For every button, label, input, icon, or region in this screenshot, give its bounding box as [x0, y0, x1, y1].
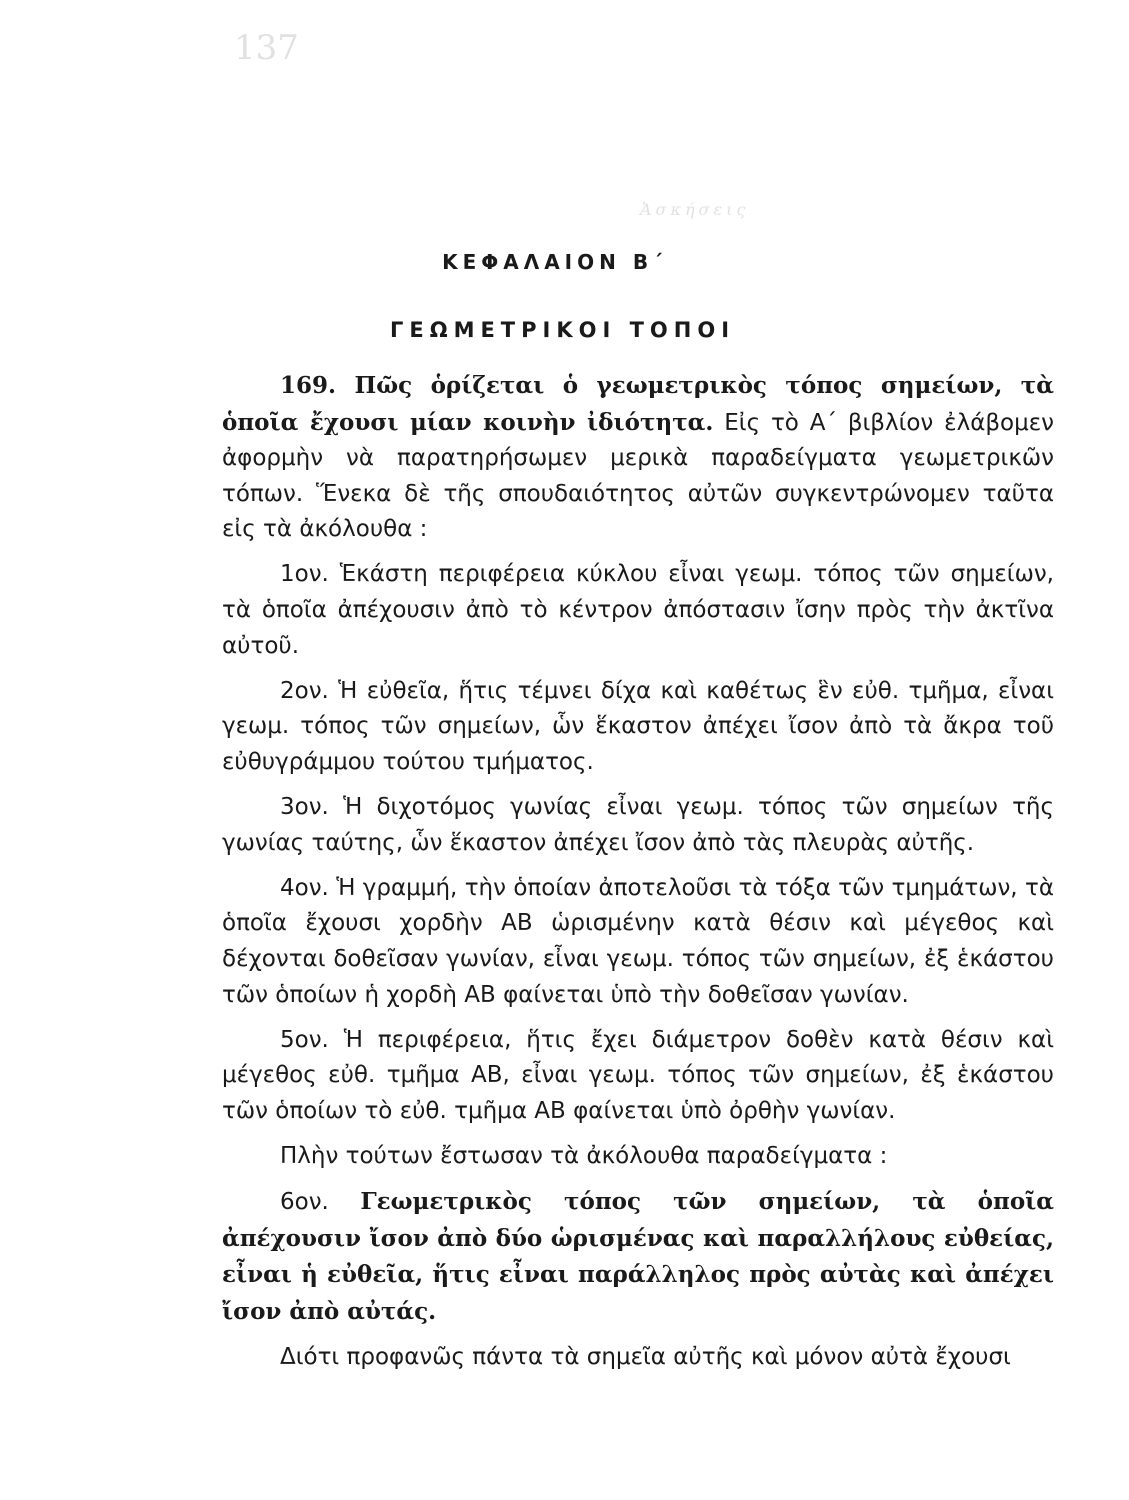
- list-item-5: 5ον. Ἡ περιφέρεια, ἥτις ἔχει διάμετρον δοθὲν κατὰ θέσιν καὶ μέγεθος εὐθ. τμῆμα ΑΒ, εἶναι γεωμ. τόπος τῶν σημείων, ἐξ ἑκάστου τῶν ὁποίων τὸ εὐθ. τμῆμα ΑΒ φαίνεται ὑπὸ ὀρθὴν γωνίαν.: [222, 1026, 1054, 1124]
- list-item-2: 2ον. Ἡ εὐθεῖα, ἥτις τέμνει δίχα καὶ καθέτως ἓν εὐθ. τμῆμα, εἶναι γεωμ. τόπος τῶν σημείων, ὧν ἕκαστον ἀπέχει ἴσον ἀπὸ τὰ ἄκρα τοῦ εὐθυγράμμου τούτου τμήματος.: [222, 677, 1054, 775]
- chapter-title: ΓΕΩΜΕΤΡΙΚΟΙ ΤΟΠΟΙ: [389, 318, 736, 342]
- chapter-heading: ΚΕΦΑΛΑΙΟΝ Β΄: [442, 250, 667, 274]
- closing-sentence: Διότι προφανῶς πάντα τὰ σημεῖα αὐτῆς καὶ μόνον αὐτὰ ἔχουσι: [280, 1343, 1011, 1370]
- ghost-heading: Ἀσκήσεις: [640, 200, 750, 219]
- list-item-6: [222, 1184, 1054, 1330]
- section-heading: 169. Πῶς ὁρίζεται ὁ γεωμετρικὸς τόπος σημείων, τὰ ὁποῖα ἔχουσι μίαν κοινὴν ἰδιότητα.: [222, 372, 1054, 436]
- section-169-paragraph: [222, 368, 1054, 548]
- list-item-4: 4ον. Ἡ γραμμή, τὴν ὁποίαν ἀποτελοῦσι τὰ τόξα τῶν τμημάτων, τὰ ὁποῖα ἔχουσι χορδὴν ΑΒ ὡρισμένην κατὰ θέσιν καὶ μέγεθος καὶ δέχονται δοθεῖσαν γωνίαν, εἶναι γεωμ. τόπος τῶν σημείων, ἐξ ἑκάστου τῶν ὁποίων ἡ χορδὴ ΑΒ φαίνεται ὑπὸ τὴν δοθεῖσαν γωνίαν.: [222, 874, 1054, 1008]
- item-6-number: 6ον.: [280, 1188, 329, 1215]
- ghost-page-number: 137: [234, 28, 299, 68]
- list-item-3: 3ον. Ἡ διχοτόμος γωνίας εἶναι γεωμ. τόπος τῶν σημείων τῆς γωνίας ταύτης, ὧν ἕκαστον ἀπέχει ἴσον ἀπὸ τὰς πλευρὰς αὐτῆς.: [222, 794, 1054, 856]
- transition-sentence: Πλὴν τούτων ἔστωσαν τὰ ἀκόλουθα παραδείγματα :: [280, 1142, 888, 1169]
- list-item-1: 1ον. Ἑκάστη περιφέρεια κύκλου εἶναι γεωμ. τόπος τῶν σημείων, τὰ ὁποῖα ἀπέχουσιν ἀπὸ τὸ κέντρον ἀπόστασιν ἴσην πρὸς τὴν ἀκτῖνα αὐτοῦ.: [222, 561, 1054, 659]
- section-intro: Εἰς τὸ Α΄ βιβλίον ἐλάβομεν ἀφορμὴν νὰ παρατηρήσωμεν μερικὰ παραδείγματα γεωμετρικῶν τόπων. Ἕνεκα δὲ τῆς σπουδαιότητος αὐτῶν συγκεντρώνομεν ταῦτα εἰς τὰ ἀκόλουθα :: [222, 409, 1055, 543]
- item-6-text: Γεωμετρικὸς τόπος τῶν σημείων, τὰ ὁποῖα ἀπέχουσιν ἴσον ἀπὸ δύο ὡρισμένας καὶ παραλλήλους εὐθείας, εἶναι ἡ εὐθεῖα, ἥτις εἶναι παράλληλος πρὸς αὐτὰς καὶ ἀπέχει ἴσον ἀπὸ αὐτάς.: [222, 1187, 1055, 1325]
- body-text: [222, 368, 1054, 1375]
